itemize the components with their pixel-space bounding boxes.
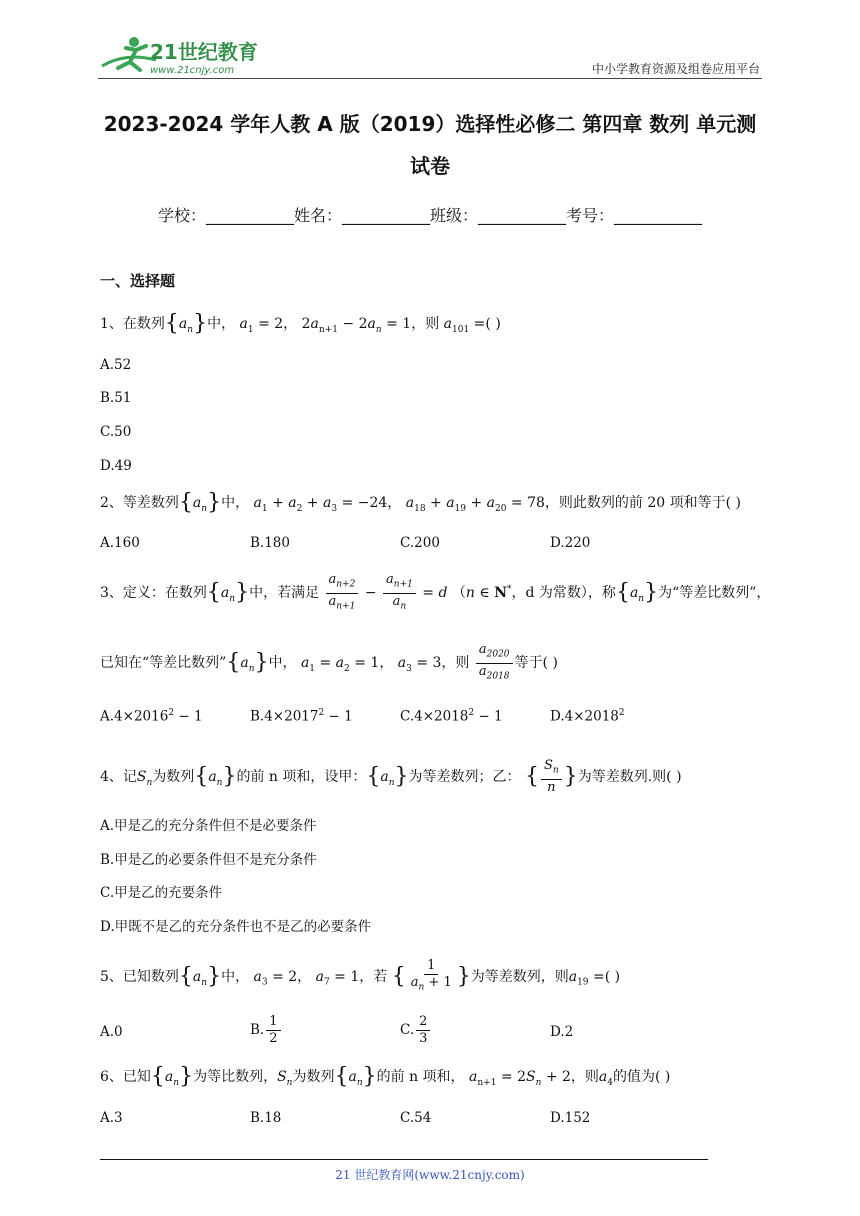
site-logo <box>96 32 266 80</box>
header-divider <box>98 78 762 79</box>
q2-option-c[interactable]: C.200 <box>400 535 440 551</box>
q5-option-d[interactable]: D.2 <box>550 1024 574 1040</box>
q5-option-b[interactable]: B. $\frac{1}{2}$ <box>250 1014 283 1047</box>
q6-option-d[interactable]: D.152 <box>550 1110 591 1126</box>
platform-name: 中小学教育资源及组卷应用平台 <box>591 62 760 76</box>
q3-option-c[interactable]: $C.4\times 2018^2 - 1$ <box>400 708 503 725</box>
q1-option-d[interactable]: D.49 <box>100 458 132 474</box>
logo-url: www.21cnjy.com <box>150 65 235 76</box>
q2-option-b[interactable]: B.180 <box>250 535 290 551</box>
q3-option-b[interactable]: $B.4\times 2017^2 - 1$ <box>250 708 353 725</box>
question-3-stem-line-1: 3、定义：在数列$\{a_n\}$中，若满足 $\frac{a_{n+2}}{a_{n+1}}$ − $\frac{a_{n+1}}{a_n}$ = d （n ∈ N*，d 为常数），称$\{a_n\}$为“等差比数列”， <box>100 572 771 612</box>
title-line-2: 试卷 <box>410 154 450 178</box>
section-heading: 一、选择题 <box>100 272 176 290</box>
logo-text: 21世纪教育 <box>150 40 258 64</box>
student-info-fields: 学校：___________姓名：___________班级：___________考号：___________ <box>157 206 702 225</box>
q3-option-d[interactable]: $D.4\times 2018^2$ <box>550 708 625 725</box>
q1-option-c[interactable]: C.50 <box>100 424 132 440</box>
q4-option-a[interactable]: A.甲是乙的充分条件但不是必要条件 <box>100 818 317 834</box>
q5-option-c[interactable]: C. $\frac{2}{3}$ <box>400 1014 432 1047</box>
q4-option-c[interactable]: C.甲是乙的充要条件 <box>100 885 223 901</box>
q6-option-b[interactable]: B.18 <box>250 1110 282 1126</box>
q6-option-a[interactable]: A.3 <box>100 1110 123 1126</box>
question-2-stem: 2、等差数列$\{a_n\}$中， $a_1 + a_2 + a_3 = -24$， $a_{18} + a_{19} + a_{20} = 78$，则此数列的前 20 项和等于( ) <box>100 490 741 515</box>
q5-option-a[interactable]: A.0 <box>100 1024 123 1040</box>
page-title <box>60 103 800 187</box>
q4-option-b[interactable]: B.甲是乙的必要条件但不是充分条件 <box>100 852 317 868</box>
question-1-stem: 1、在数列$\{a_n\}$中， $a_1 = 2$， $2a_{n+1} - 2a_n = 1$，则 $a_{101}$ =( ) <box>100 311 501 336</box>
q2-option-a[interactable]: A.160 <box>100 535 140 551</box>
question-4-stem: 4、记$S_n$为数列$\{a_n\}$的前 n 项和，设甲：$\{a_n\}$为等差数列；乙： { $\frac{S_n}{n}$ }为等差数列.则( ) <box>100 758 682 795</box>
footer-text[interactable]: 21 世纪教育网(www.21cnjy.com) <box>335 1168 525 1182</box>
question-5-stem: 5、已知数列$\{a_n\}$中， $a_3 = 2$， $a_7 = 1$，若 { $\frac{1}{a_n + 1}$ }为等差数列，则$a_{19}$ =( ) <box>100 958 621 993</box>
q4-option-d[interactable]: D.甲既不是乙的充分条件也不是乙的必要条件 <box>100 919 372 935</box>
q1-option-a[interactable]: A.52 <box>100 357 132 373</box>
question-3-stem-line-2: 已知在“等差比数列$”\{a_n\}$中， $a_1 = a_2 = 1$， $a_3 = 3$，则 $\frac{a_{2020}}{a_{2018}}$ 等于( ) <box>100 642 558 682</box>
q1-option-b[interactable]: B.51 <box>100 390 132 406</box>
q2-option-d[interactable]: D.220 <box>550 535 591 551</box>
question-6-stem: 6、已知$\{a_n\}$为等比数列，$S_n$为数列$\{a_n\}$的前 n 项和， $a_{n+1} = 2S_n + 2$，则$a_4$的值为( ) <box>100 1064 671 1089</box>
q6-option-c[interactable]: C.54 <box>400 1110 432 1126</box>
q3-option-a[interactable]: $A.4\times 2016^2 - 1$ <box>100 708 203 725</box>
footer-divider <box>100 1159 708 1160</box>
title-line-1: 2023-2024 学年人教 A 版（2019）选择性必修二 第四章 数列 单元测 <box>103 112 757 136</box>
